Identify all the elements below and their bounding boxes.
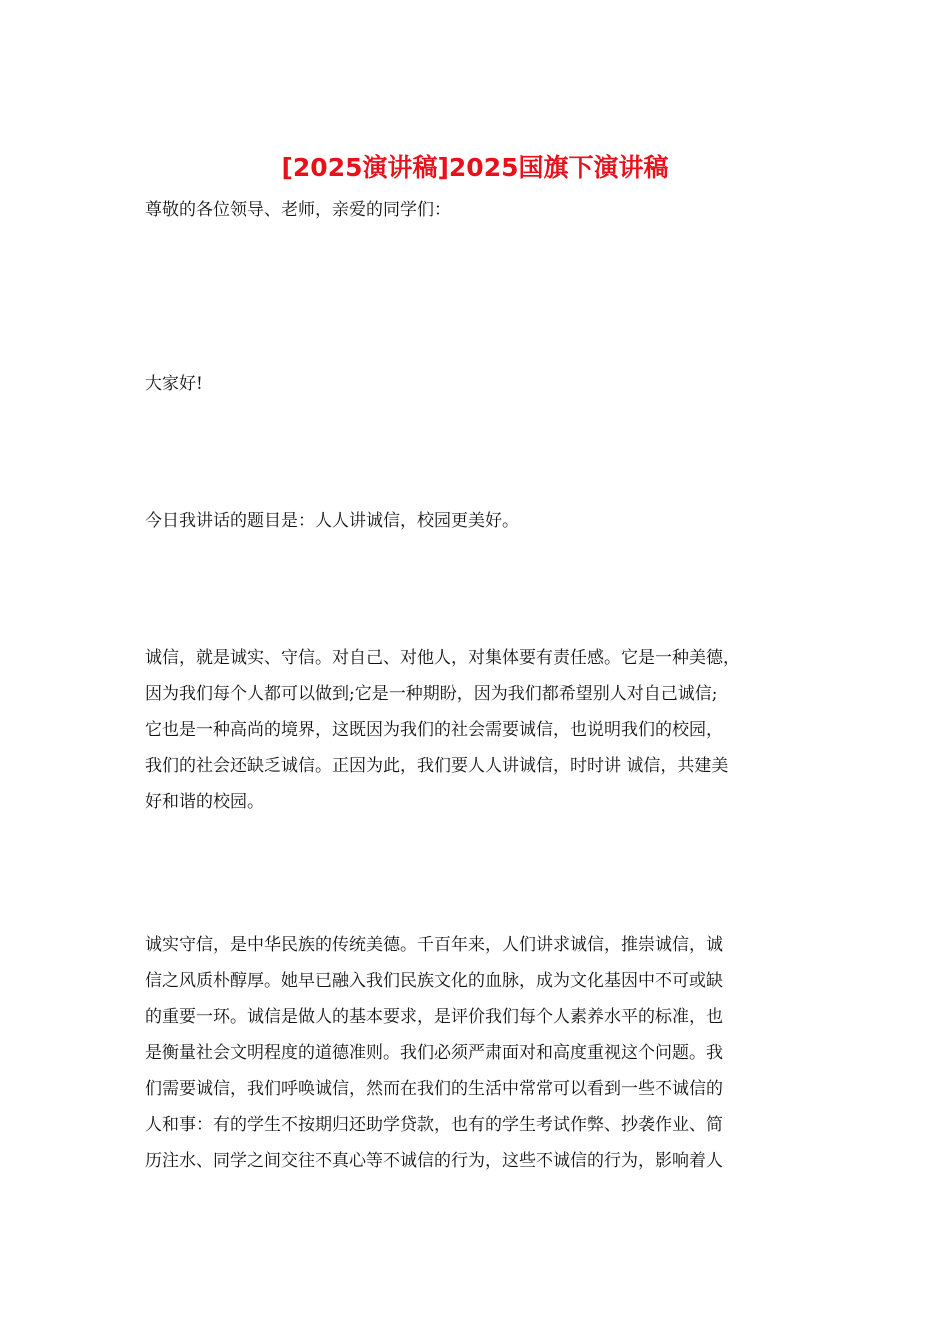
salutation: 尊敬的各位领导、老师，亲爱的同学们： [145, 200, 451, 220]
greeting: 大家好! [145, 374, 203, 394]
paragraph-line: 信之风质朴醇厚。她早已融入我们民族文化的血脉，成为文化基因中不可或缺 [145, 971, 723, 991]
paragraph-line: 诚信，就是诚实、守信。对自己、对他人，对集体要有责任感。它是一种美德， [145, 648, 740, 668]
paragraph-line: 诚实守信，是中华民族的传统美德。千百年来，人们讲求诚信，推崇诚信，诚 [145, 935, 723, 955]
document-title: [2025演讲稿]2025国旗下演讲稿 [281, 153, 669, 182]
paragraph-line: 的重要一环。诚信是做人的基本要求，是评价我们每个人素养水平的标准，也 [145, 1007, 723, 1027]
paragraph-line: 们需要诚信，我们呼唤诚信，然而在我们的生活中常常可以看到一些不诚信的 [145, 1079, 723, 1099]
paragraph-line: 好和谐的校园。 [145, 792, 264, 812]
paragraph-line: 人和事：有的学生不按期归还助学贷款，也有的学生考试作弊、抄袭作业、简 [145, 1115, 723, 1135]
topic-line: 今日我讲话的题目是：人人讲诚信，校园更美好。 [145, 511, 519, 531]
paragraph-line: 我们的社会还缺乏诚信。正因为此，我们要人人讲诚信，时时讲 诚信，共建美 [145, 756, 729, 776]
paragraph-line: 它也是一种高尚的境界，这既因为我们的社会需要诚信，也说明我们的校园， [145, 720, 723, 740]
paragraph-line: 是衡量社会文明程度的道德准则。我们必须严肃面对和高度重视这个问题。我 [145, 1043, 723, 1063]
paragraph-line: 历注水、同学之间交往不真心等不诚信的行为，这些不诚信的行为，影响着人 [145, 1151, 723, 1171]
paragraph-line: 因为我们每个人都可以做到;它是一种期盼，因为我们都希望别人对自己诚信; [145, 684, 718, 704]
